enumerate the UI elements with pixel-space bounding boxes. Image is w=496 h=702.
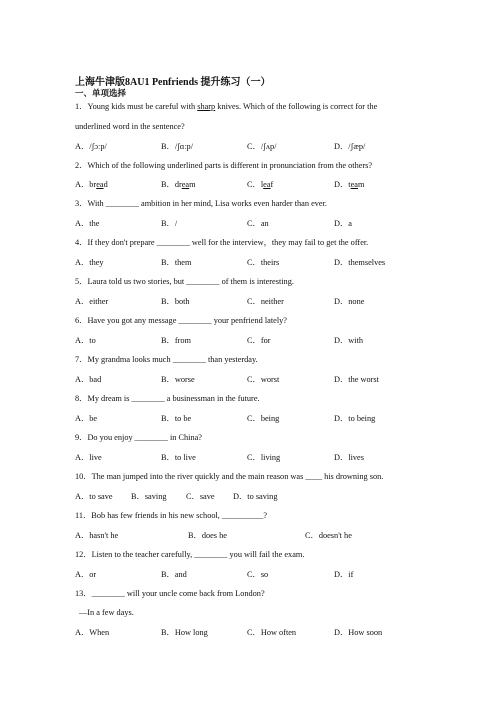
question-11-line-1: 11．Bob has few friends in his new school, __________? [75, 511, 268, 520]
question-7-line-1: 7．My grandma looks much ________ than yesterday. [75, 355, 258, 364]
page-title: 上海牛津版8AU1 Penfriends 提升练习（一） [75, 77, 271, 88]
option-a[interactable]: A．to [75, 336, 96, 345]
option-b[interactable]: B．saving [131, 492, 167, 501]
option-d[interactable]: D．/ʃæp/ [334, 142, 366, 151]
option-b[interactable]: B．How long [161, 628, 208, 637]
option-b[interactable]: B．/ [161, 219, 178, 228]
question-3-options [75, 218, 425, 229]
option-c[interactable]: C．so [247, 570, 269, 579]
question-12-line-1: 12．Listen to the teacher carefully, ________ you will fail the exam. [75, 550, 305, 559]
option-a[interactable]: A．hasn't he [75, 531, 119, 540]
question-8-options [75, 413, 425, 424]
option-c[interactable]: C．How often [247, 628, 297, 637]
question-13-line-1: 13．________ will your uncle come back from London? [75, 589, 265, 598]
question-2-options [75, 179, 425, 190]
option-a[interactable]: A．either [75, 297, 109, 306]
question-7-options [75, 374, 425, 385]
option-c[interactable]: C．living [247, 453, 281, 462]
option-c[interactable]: C．doesn't he [305, 531, 352, 540]
option-d[interactable]: D．to saving [233, 492, 278, 501]
option-b[interactable]: B．them [161, 258, 192, 267]
question-1-line-1: 1．Young kids must be careful with sharp knives. Which of the following is correct for the [75, 102, 378, 111]
option-a[interactable]: A．/ʃɔːp/ [75, 142, 107, 151]
question-2-line-1: 2．Which of the following underlined parts is different in pronunciation from the others? [75, 161, 373, 170]
option-c[interactable]: C．for [247, 336, 271, 345]
option-a[interactable]: A．they [75, 258, 104, 267]
question-5-options [75, 296, 425, 307]
underlined-letters: ea [181, 180, 190, 189]
question-13-options [75, 627, 425, 638]
option-b[interactable]: B．and [161, 570, 187, 579]
question-5-line-1: 5．Laura told us two stories, but ________ of them is interesting. [75, 277, 294, 286]
option-d[interactable]: D．with [334, 336, 364, 345]
option-c[interactable]: C．leaf [247, 180, 274, 189]
option-c[interactable]: C．/ʃʌp/ [247, 142, 277, 151]
option-b[interactable]: B．/ʃɑːp/ [161, 142, 193, 151]
question-6-line-1: 6．Have you got any message ________ your penfriend lately? [75, 316, 287, 325]
option-a[interactable]: A．When [75, 628, 110, 637]
question-10-options [75, 491, 425, 502]
question-8-line-1: 8．My dream is ________ a businessman in the future. [75, 394, 260, 403]
underlined-word: sharp [197, 102, 216, 111]
underlined-letters: ea [350, 180, 358, 189]
option-b[interactable]: B．worse [161, 375, 195, 384]
option-b[interactable]: B．to be [161, 414, 192, 423]
option-a[interactable]: A．bread [75, 180, 108, 189]
underlined-letters: ea [263, 180, 271, 189]
question-10-line-1: 10．The man jumped into the river quickly and the main reason was ____ his drowning son. [75, 472, 384, 481]
option-c[interactable]: C．neither [247, 297, 284, 306]
option-d[interactable]: D．the worst [334, 375, 379, 384]
question-9-line-1: 9．Do you enjoy ________ in China? [75, 433, 202, 442]
option-c[interactable]: C．theirs [247, 258, 280, 267]
question-13-line-2: —In a few days. [79, 608, 134, 617]
question-12-options [75, 569, 425, 580]
question-3-line-1: 3．With ________ ambition in her mind, Lisa works even harder than ever. [75, 199, 327, 208]
option-b[interactable]: B．to live [161, 453, 196, 462]
question-11-options [75, 530, 425, 541]
underlined-letters: ea [96, 180, 104, 189]
option-a[interactable]: A．the [75, 219, 100, 228]
option-b[interactable]: B．dream [161, 180, 196, 189]
question-6-options [75, 335, 425, 346]
section-heading: 一、单项选择 [75, 88, 127, 98]
option-d[interactable]: D．to being [334, 414, 376, 423]
option-d[interactable]: D．lives [334, 453, 364, 462]
option-a[interactable]: A．be [75, 414, 98, 423]
option-a[interactable]: A．to save [75, 492, 113, 501]
option-d[interactable]: D．team [334, 180, 365, 189]
option-d[interactable]: D．none [334, 297, 365, 306]
option-d[interactable]: D．How soon [334, 628, 383, 637]
option-b[interactable]: B．from [161, 336, 191, 345]
question-1-line-2: underlined word in the sentence? [75, 122, 185, 131]
question-9-options [75, 452, 425, 463]
option-d[interactable]: D．if [334, 570, 354, 579]
question-4-line-1: 4．If they don't prepare ________ well for the interview，they may fail to get the offer. [75, 238, 369, 247]
option-b[interactable]: B．both [161, 297, 190, 306]
option-d[interactable]: D．a [334, 219, 352, 228]
option-c[interactable]: C．save [186, 492, 215, 501]
question-1-options [75, 141, 425, 152]
option-c[interactable]: C．being [247, 414, 280, 423]
option-c[interactable]: C．an [247, 219, 269, 228]
option-d[interactable]: D．themselves [334, 258, 386, 267]
option-b[interactable]: B．does he [188, 531, 227, 540]
option-a[interactable]: A．or [75, 570, 97, 579]
option-a[interactable]: A．bad [75, 375, 102, 384]
option-c[interactable]: C．worst [247, 375, 280, 384]
option-a[interactable]: A．live [75, 453, 102, 462]
question-4-options [75, 257, 425, 268]
